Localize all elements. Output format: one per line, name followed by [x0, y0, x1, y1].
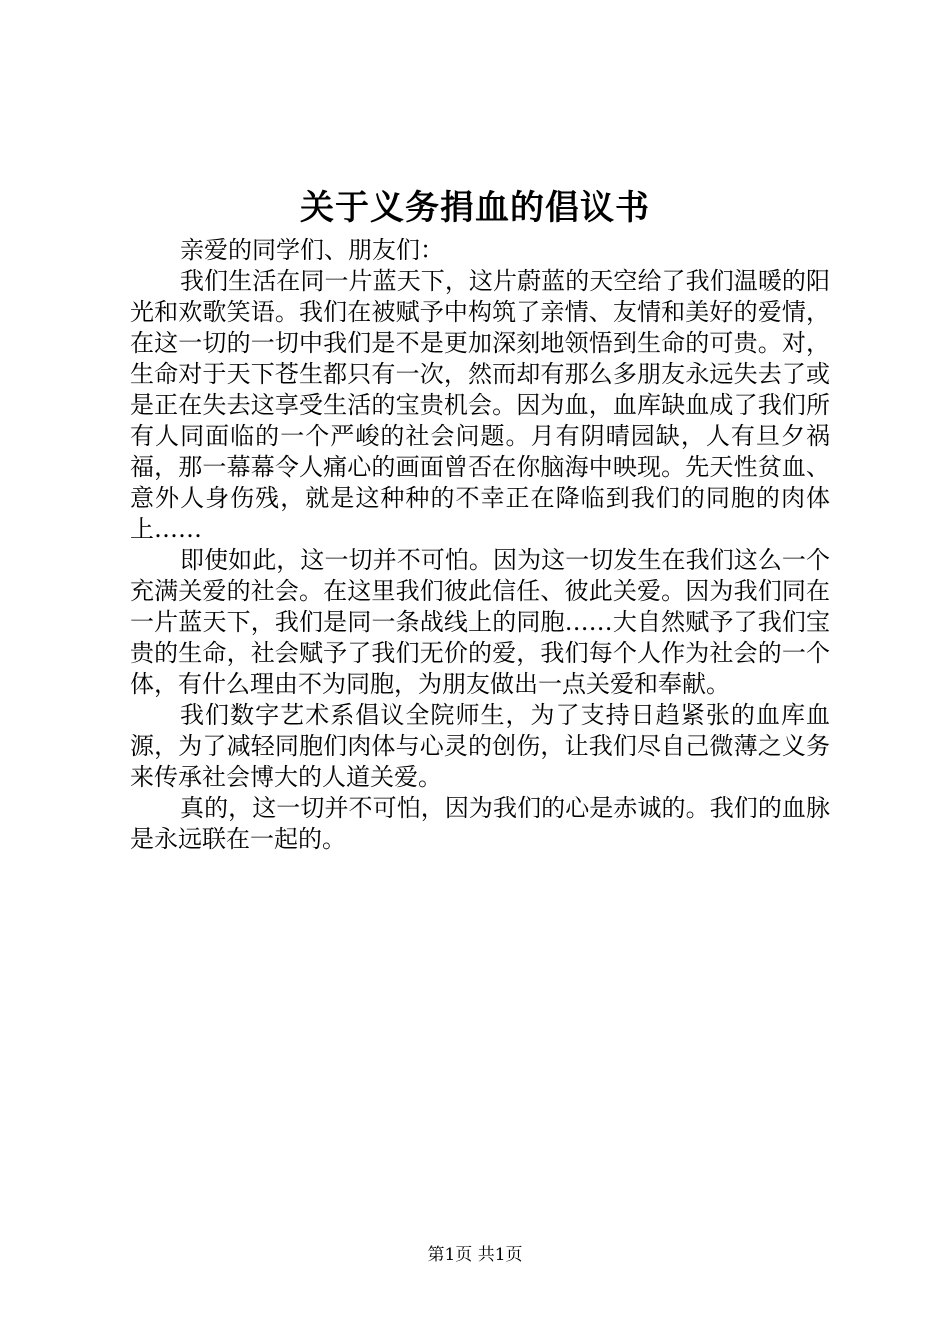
paragraph-3: 我们数字艺术系倡议全院师生，为了支持日趋紧张的血库血源，为了减轻同胞们肉体与心灵的创伤，让我们尽自己微薄之义务来传承社会博大的人道关爱。	[130, 701, 830, 791]
paragraph-2: 即使如此，这一切并不可怕。因为这一切发生在我们这么一个充满关爱的社会。在这里我们彼此信任、彼此关爱。因为我们同在一片蓝天下，我们是同一条战线上的同胞……大自然赋予了我们宝贵的生命，社会赋予了我们无价的爱，我们每个人作为社会的一个体，有什么理由不为同胞，为朋友做出一点关爱和奉献。	[130, 546, 830, 698]
document-title: 关于义务捐血的倡议书	[300, 188, 650, 228]
page-footer: 第1页 共1页	[427, 1245, 523, 1265]
document-body	[130, 235, 830, 855]
paragraph-1: 我们生活在同一片蓝天下，这片蔚蓝的天空给了我们温暖的阳光和欢歌笑语。我们在被赋予中构筑了亲情、友情和美好的爱情，在这一切的一切中我们是不是更加深刻地领悟到生命的可贵。对，生命对于天下苍生都只有一次，然而却有那么多朋友永远失去了或是正在失去这享受生活的宝贵机会。因为血，血库缺血成了我们所有人同面临的一个严峻的社会问题。月有阴晴园缺，人有旦夕祸福，那一幕幕令人痛心的画面曾否在你脑海中映现。先天性贫血、意外人身伤残，就是这种种的不幸正在降临到我们的同胞的肉体上……	[130, 267, 830, 543]
paragraph-4: 真的，这一切并不可怕，因为我们的心是赤诚的。我们的血脉是永远联在一起的。	[130, 794, 830, 853]
salutation: 亲爱的同学们、朋友们：	[180, 236, 444, 264]
